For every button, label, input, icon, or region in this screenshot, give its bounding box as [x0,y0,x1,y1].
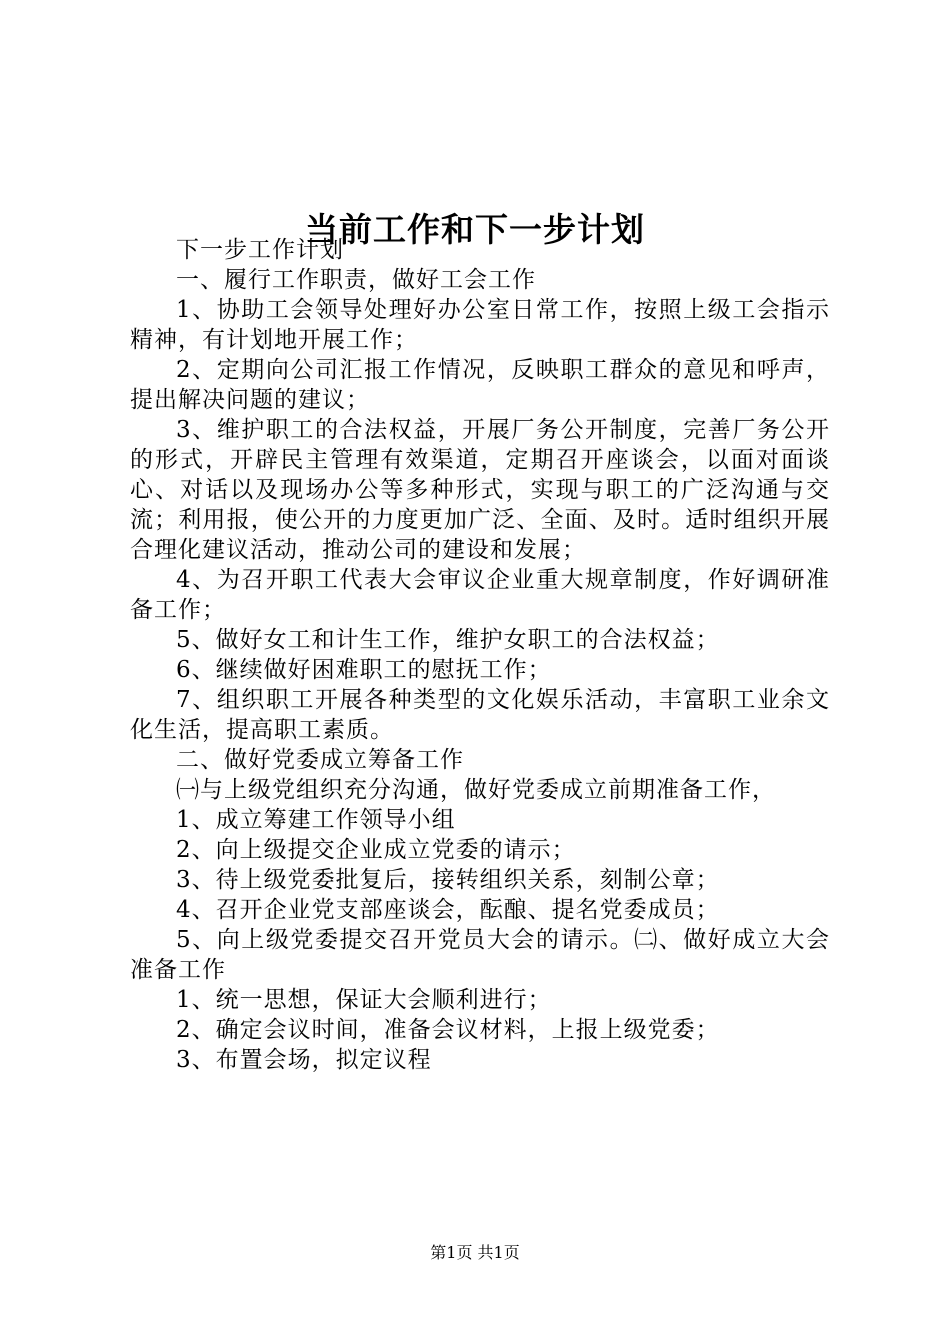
paragraph: 4、召开企业党支部座谈会，酝酿、提名党委成员； [176,897,720,923]
paragraph: 2、向上级提交企业成立党委的请示； [176,837,576,863]
paragraph: 一、履行工作职责，做好工会工作 [176,267,536,293]
paragraph: 3、布置会场，拟定议程 [176,1047,432,1073]
paragraph: 1、统一思想，保证大会顺利进行； [176,987,552,1013]
page-footer: 第1页 共1页 [430,1243,520,1262]
paragraph: ㈠与上级党组织充分沟通，做好党委成立前期准备工作， [176,777,776,803]
paragraph: 4、为召开职工代表大会审议企业重大规章制度，作好调研准备工作； [130,567,830,623]
paragraph: 5、向上级党委提交召开党员大会的请示。㈡、做好成立大会准备工作 [130,927,830,983]
paragraph: 2、定期向公司汇报工作情况，反映职工群众的意见和呼声，提出解决问题的建议； [130,357,830,413]
paragraph: 2、确定会议时间，准备会议材料，上报上级党委； [176,1017,720,1043]
paragraph: 1、协助工会领导处理好办公室日常工作，按照上级工会指示精神，有计划地开展工作； [130,297,830,353]
paragraph: 3、待上级党委批复后，接转组织关系，刻制公章； [176,867,720,893]
document-body [130,235,830,1075]
paragraph: 3、维护职工的合法权益，开展厂务公开制度，完善厂务公开的形式，开辟民主管理有效渠道，定期召开座谈会，以面对面谈心、对话以及现场办公等多种形式，实现与职工的广泛沟通与交流；利用报，使公开的力度更加广泛、全面、及时。适时组织开展合理化建议活动，推动公司的建设和发展； [130,417,830,563]
paragraph: 7、组织职工开展各种类型的文化娱乐活动，丰富职工业余文化生活，提高职工素质。 [130,687,830,743]
document-title: 当前工作和下一步计划 [305,210,645,250]
paragraph: 5、做好女工和计生工作，维护女职工的合法权益； [176,627,720,653]
paragraph: 二、做好党委成立筹备工作 [176,747,464,773]
paragraph: 6、继续做好困难职工的慰抚工作； [176,657,552,683]
paragraph: 1、成立筹建工作领导小组 [176,807,456,833]
paragraph: 下一步工作计划 [176,237,344,263]
